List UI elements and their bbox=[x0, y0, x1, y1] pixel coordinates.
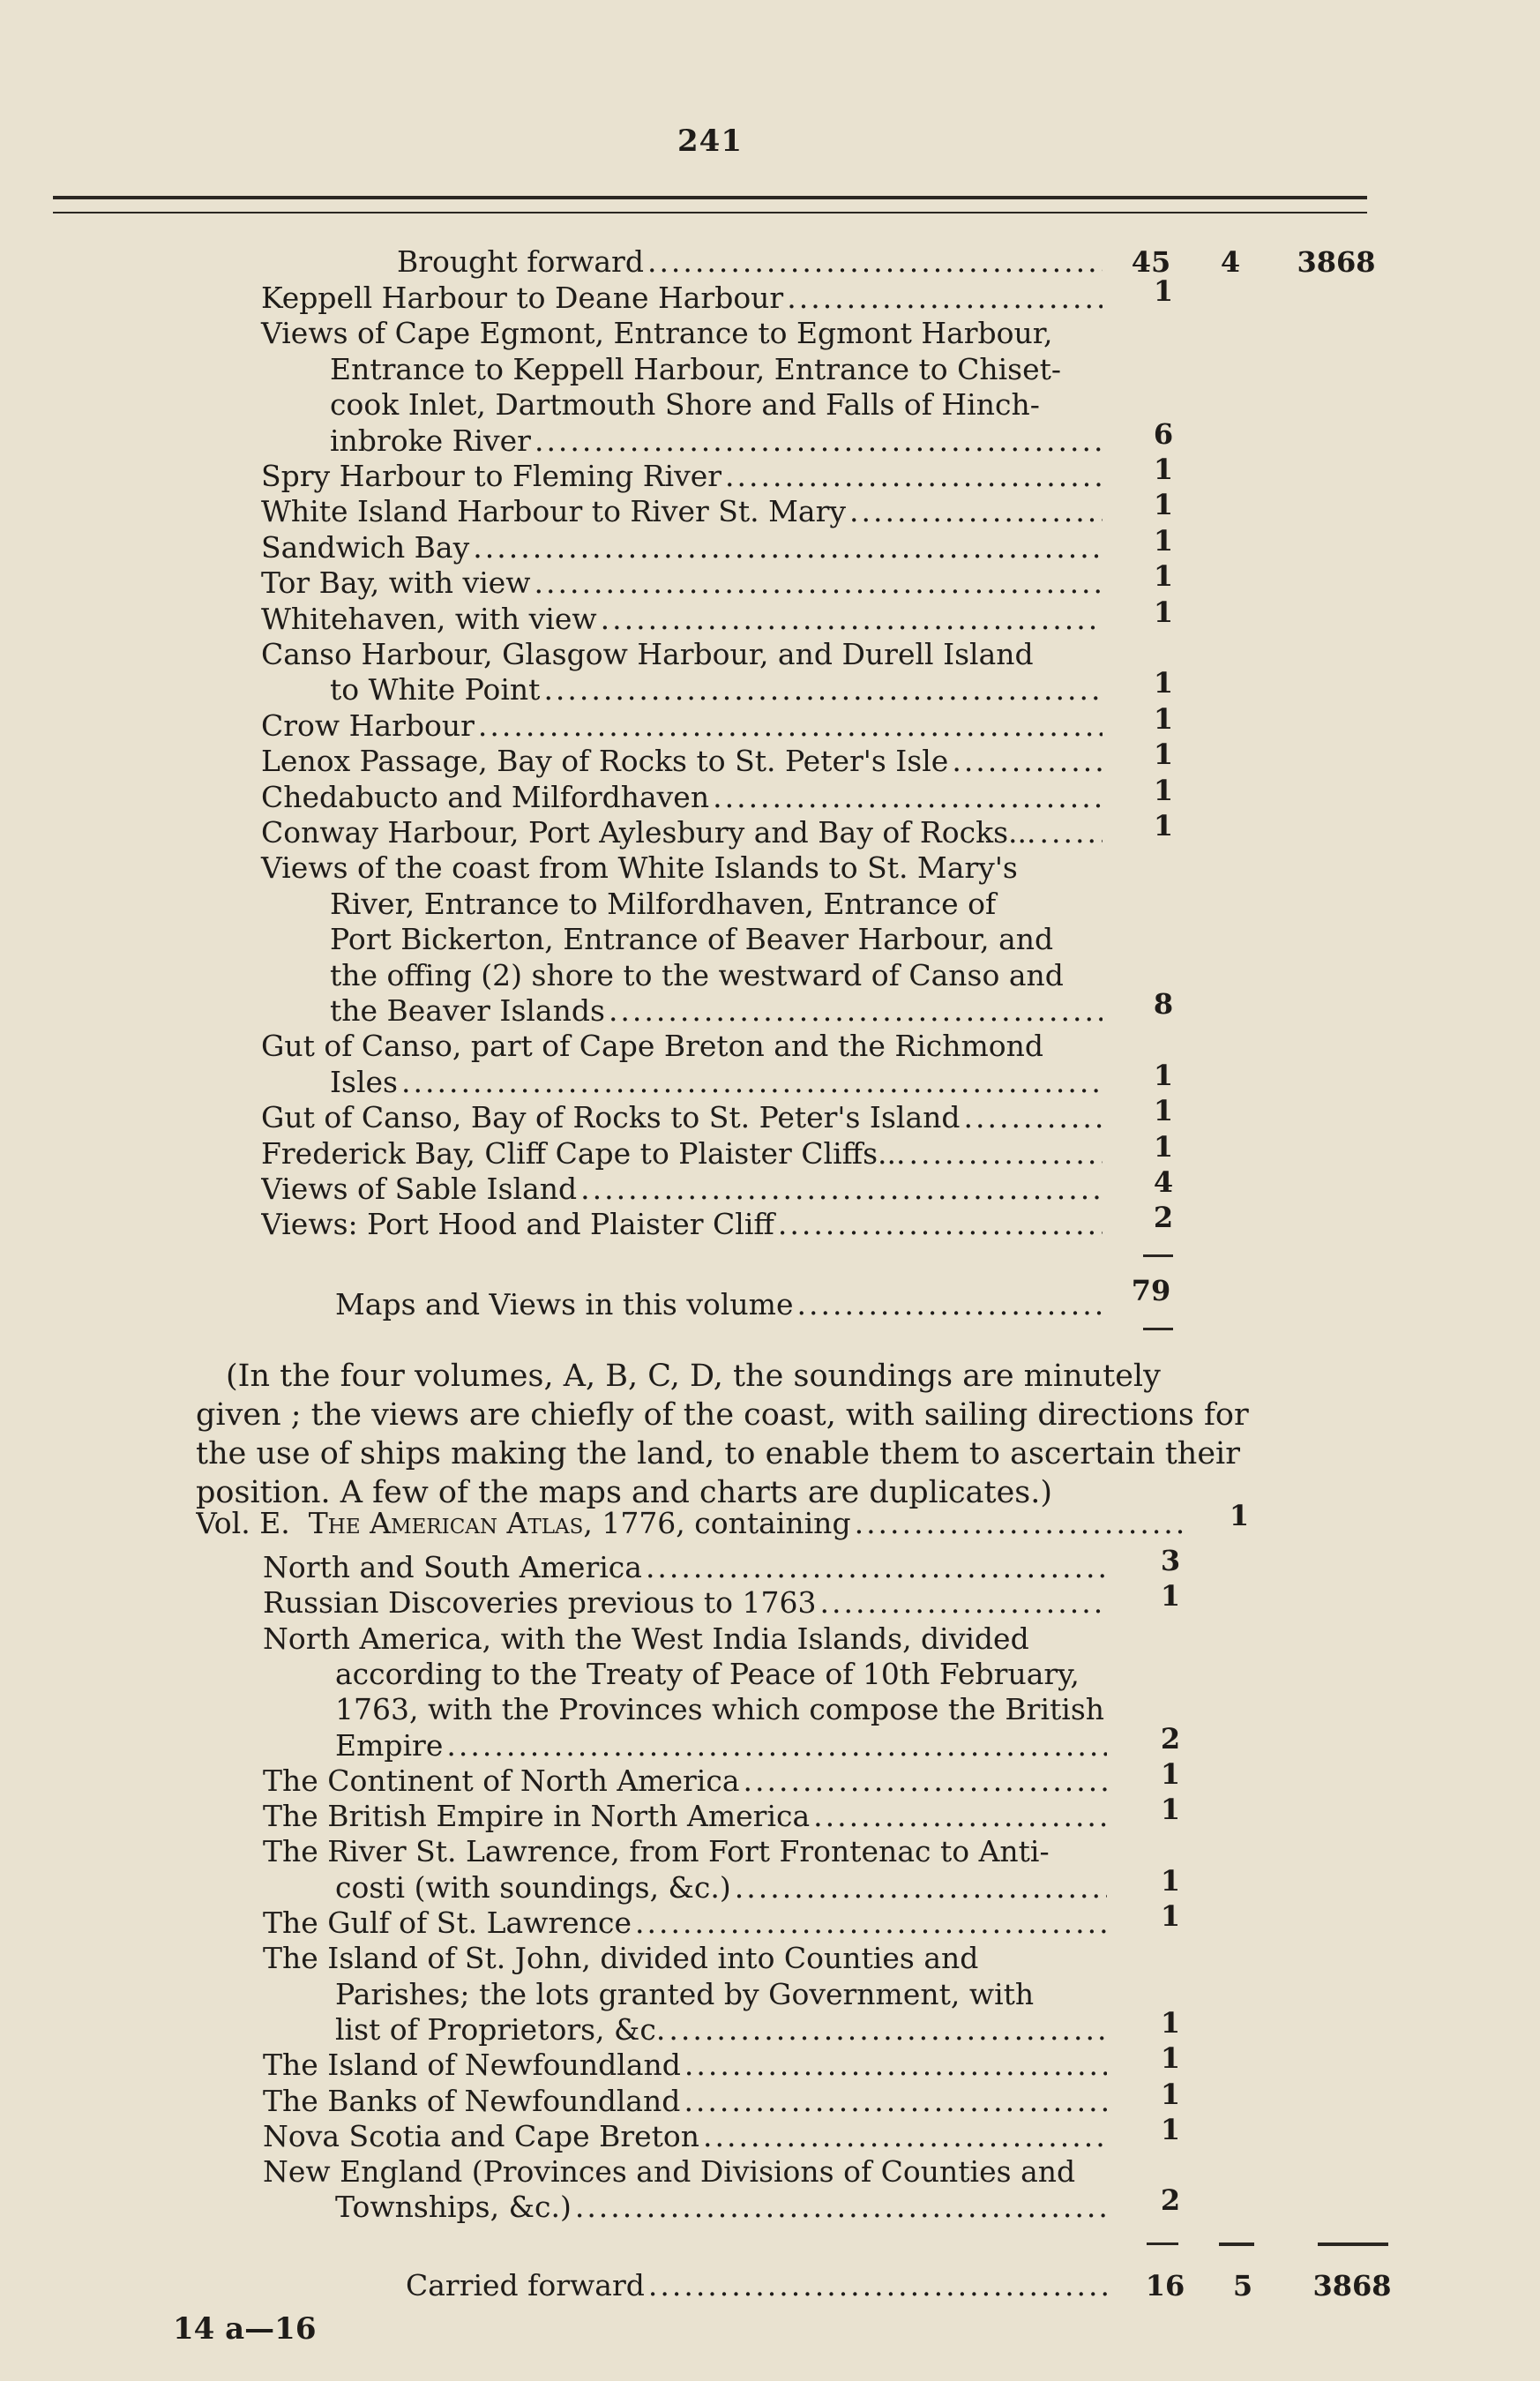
list-item-count: 1 bbox=[1160, 2077, 1181, 2111]
page-number: 241 bbox=[677, 124, 743, 159]
dot-leader bbox=[531, 423, 1103, 460]
dot-leader bbox=[680, 2083, 1107, 2120]
dot-leader bbox=[709, 779, 1103, 816]
dot-leader bbox=[774, 1206, 1103, 1243]
list-item-line bbox=[335, 1727, 1107, 1764]
dot-leader bbox=[699, 2118, 1107, 2155]
list-item-line: the offing (2) shore to the westward of Canso and bbox=[330, 957, 1064, 992]
dot-leader bbox=[681, 2047, 1107, 2084]
list-item-line bbox=[261, 493, 1103, 530]
list-item-count: 1 bbox=[1160, 1756, 1181, 1791]
list-item-count: 1 bbox=[1153, 523, 1174, 558]
list-item-line: The River St. Lawrence, from Fort Frontenac to Anti- bbox=[263, 1834, 1050, 1869]
list-item-line bbox=[263, 2047, 1107, 2084]
dot-leader bbox=[905, 1135, 1103, 1172]
header-rule bbox=[53, 196, 1367, 213]
dot-leader bbox=[846, 493, 1103, 530]
list-item-line bbox=[330, 1064, 1103, 1101]
carried-forward-label: Carried forward bbox=[406, 2268, 645, 2302]
footer-signature: 14 a—16 bbox=[173, 2311, 317, 2347]
list-item-line bbox=[335, 1869, 1107, 1906]
list-item-count: 1 bbox=[1153, 1058, 1174, 1092]
dot-leader bbox=[948, 743, 1103, 780]
list-item-line: Canso Harbour, Glasgow Harbour, and Durell Island bbox=[261, 637, 1034, 671]
list-item-count: 1 bbox=[1160, 1579, 1181, 1614]
list-item-line bbox=[261, 1099, 1103, 1136]
list-item-line bbox=[261, 529, 1103, 566]
dot-leader bbox=[540, 671, 1103, 708]
list-item-text: Views of Sable Island bbox=[261, 1172, 578, 1206]
list-item-line bbox=[263, 1905, 1107, 1942]
list-item-count: 3 bbox=[1160, 1544, 1181, 1577]
list-item-line: Views of the coast from White Islands to St. Mary's bbox=[261, 850, 1018, 886]
list-item-text: Sandwich Bay bbox=[261, 529, 470, 565]
note-line-4: position. A few of the maps and charts are duplicates.) bbox=[196, 1475, 1053, 1510]
list-item-count: 1 bbox=[1153, 488, 1174, 522]
vol-e-count: 1 bbox=[1229, 1499, 1250, 1532]
dot-leader bbox=[783, 280, 1103, 317]
subtotal-row bbox=[335, 1286, 1103, 1323]
list-item-line bbox=[330, 671, 1103, 708]
vol-e-suffix: , 1776, containing bbox=[583, 1506, 851, 1540]
list-item-text: Isles bbox=[330, 1064, 398, 1099]
list-item-count: 6 bbox=[1153, 416, 1174, 451]
list-item-line bbox=[263, 1763, 1107, 1800]
list-item-count: 1 bbox=[1153, 453, 1174, 486]
brought-forward-vols: 4 bbox=[1220, 245, 1241, 279]
list-item-text: list of Proprietors, &c. bbox=[335, 2011, 666, 2047]
dot-leader bbox=[605, 992, 1103, 1030]
dot-leader bbox=[1036, 814, 1103, 851]
list-item-count: 1 bbox=[1160, 2112, 1181, 2146]
dot-leader bbox=[469, 529, 1103, 566]
list-item-line: Parishes; the lots granted by Government, with bbox=[335, 1976, 1035, 2011]
list-item-line: New England (Provinces and Divisions of Counties and bbox=[263, 2154, 1076, 2190]
list-item-line: Views of Cape Egmont, Entrance to Egmont Harbour, bbox=[261, 316, 1053, 351]
list-item-text: Spry Harbour to Fleming River bbox=[261, 459, 722, 493]
list-item-count: 8 bbox=[1153, 987, 1174, 1021]
list-item-line bbox=[261, 601, 1103, 638]
dot-leader bbox=[810, 1798, 1107, 1835]
list-item-line: 1763, with the Provinces which compose the British bbox=[335, 1692, 1105, 1727]
dot-leader bbox=[443, 1727, 1107, 1764]
list-item-line bbox=[261, 779, 1103, 816]
carried-forward-vols: 5 bbox=[1232, 2269, 1253, 2302]
subtotal-value: 79 bbox=[1131, 1274, 1171, 1307]
list-item-line bbox=[335, 2189, 1107, 2226]
dot-leader bbox=[531, 565, 1103, 602]
list-item-count: 1 bbox=[1153, 701, 1174, 736]
list-item-text: the Beaver Islands bbox=[330, 993, 605, 1028]
list-item-text: Nova Scotia and Cape Breton bbox=[263, 2118, 700, 2153]
list-item-count: 1 bbox=[1153, 559, 1174, 594]
list-item-line bbox=[261, 743, 1103, 780]
list-item-count: 1 bbox=[1153, 274, 1174, 308]
list-item-line: North America, with the West India Islands, divided bbox=[263, 1621, 1029, 1656]
list-item-count: 2 bbox=[1160, 2183, 1181, 2218]
list-item-text: White Island Harbour to River St. Mary bbox=[261, 494, 846, 529]
list-item-text: The Banks of Newfoundland bbox=[263, 2083, 681, 2118]
list-item-text: The British Empire in North America bbox=[263, 1799, 811, 1834]
dot-leader bbox=[816, 1584, 1107, 1621]
list-item-line: according to the Treaty of Peace of 10th February, bbox=[335, 1656, 1080, 1691]
vol-e-heading bbox=[196, 1505, 1184, 1542]
dot-leader bbox=[577, 1171, 1103, 1208]
brought-forward-pages: 3868 bbox=[1297, 245, 1376, 279]
list-item-line: cook Inlet, Dartmouth Shore and Falls of Hinch- bbox=[330, 387, 1040, 423]
list-item-text: Lenox Passage, Bay of Rocks to St. Peter's Isle bbox=[261, 744, 949, 779]
dot-leader bbox=[731, 1869, 1107, 1906]
list-item-line bbox=[330, 423, 1103, 460]
subtotal-rule bbox=[1143, 1254, 1173, 1257]
list-item-line bbox=[261, 814, 1103, 851]
list-item-text: The Continent of North America bbox=[263, 1763, 740, 1798]
list-item-text: Keppell Harbour to Deane Harbour bbox=[261, 281, 784, 315]
dot-leader bbox=[475, 708, 1103, 745]
list-item-text: Russian Discoveries previous to 1763 bbox=[263, 1585, 817, 1621]
list-item-line bbox=[330, 992, 1103, 1030]
list-item-count: 2 bbox=[1160, 1721, 1181, 1756]
brought-forward-maps: 45 bbox=[1131, 245, 1171, 279]
list-item-line bbox=[261, 280, 1103, 317]
list-item-line bbox=[263, 2083, 1107, 2120]
brought-forward-row bbox=[397, 243, 1103, 281]
dot-leader bbox=[721, 458, 1103, 495]
list-item-text: Townships, &c.) bbox=[335, 2190, 572, 2225]
list-item-line bbox=[261, 1206, 1103, 1243]
list-item-count: 1 bbox=[1160, 2005, 1181, 2040]
list-item-count: 1 bbox=[1153, 666, 1174, 700]
subtotal-underline bbox=[1143, 1328, 1173, 1330]
list-item-line: Port Bickerton, Entrance of Beaver Harbour, and bbox=[330, 922, 1054, 957]
dot-leader bbox=[642, 1549, 1107, 1586]
carried-forward-row bbox=[406, 2267, 1107, 2304]
list-item-text: Tor Bay, with view bbox=[261, 565, 531, 601]
note-line-1: (In the four volumes, A, B, C, D, the soundings are minutely bbox=[226, 1359, 1161, 1394]
dot-leader bbox=[665, 2011, 1107, 2048]
list-item-count: 2 bbox=[1153, 1201, 1174, 1235]
list-item-count: 1 bbox=[1153, 809, 1174, 842]
list-item-text: costi (with soundings, &c.) bbox=[335, 1869, 731, 1905]
list-item-text: Views: Port Hood and Plaister Cliff bbox=[261, 1207, 774, 1242]
list-item-text: Gut of Canso, Bay of Rocks to St. Peter's Island bbox=[261, 1100, 961, 1135]
brought-forward-label: Brought forward bbox=[397, 244, 644, 279]
list-item-line bbox=[261, 1171, 1103, 1208]
vol-e-prefix: Vol. E. bbox=[196, 1506, 290, 1540]
subtotal-label: Maps and Views in this volume bbox=[335, 1287, 794, 1322]
carried-forward-pages: 3868 bbox=[1312, 2269, 1392, 2302]
carried-rule-3 bbox=[1318, 2242, 1388, 2246]
list-item-count: 4 bbox=[1153, 1165, 1174, 1199]
list-item-line bbox=[263, 1584, 1107, 1621]
list-item-text: Empire bbox=[335, 1727, 444, 1763]
list-item-line: The Island of St. John, divided into Counties and bbox=[263, 1941, 979, 1976]
list-item-line bbox=[263, 1549, 1107, 1586]
dot-leader bbox=[632, 1905, 1107, 1942]
list-item-text: Conway Harbour, Port Aylesbury and Bay of Rocks... bbox=[261, 815, 1036, 850]
carried-rule-1 bbox=[1147, 2242, 1178, 2245]
dot-leader bbox=[398, 1064, 1103, 1101]
dot-leader bbox=[597, 601, 1103, 638]
carried-rule-2 bbox=[1219, 2242, 1254, 2246]
list-item-text: to White Point bbox=[330, 672, 541, 708]
list-item-text: Frederick Bay, Cliff Cape to Plaister Cliffs... bbox=[261, 1135, 906, 1171]
list-item-text: North and South America bbox=[263, 1550, 642, 1584]
list-item-line: River, Entrance to Milfordhaven, Entrance of bbox=[330, 886, 997, 921]
dot-leader bbox=[740, 1763, 1108, 1800]
list-item-line bbox=[261, 708, 1103, 745]
list-item-line: Entrance to Keppell Harbour, Entrance to Chiset- bbox=[330, 351, 1062, 386]
list-item-line bbox=[263, 1798, 1107, 1835]
list-item-count: 1 bbox=[1153, 773, 1174, 807]
list-item-line bbox=[263, 2118, 1107, 2155]
list-item-count: 1 bbox=[1153, 595, 1174, 629]
vol-e-title: The American Atlas bbox=[308, 1506, 584, 1540]
list-item-count: 1 bbox=[1160, 1863, 1181, 1898]
list-item-line bbox=[261, 458, 1103, 495]
list-item-line: Gut of Canso, part of Cape Breton and the Richmond bbox=[261, 1029, 1044, 1064]
list-item-count: 1 bbox=[1160, 2041, 1181, 2076]
list-item-count: 1 bbox=[1160, 1793, 1181, 1827]
list-item-count: 1 bbox=[1160, 1899, 1181, 1933]
list-item-text: The Island of Newfoundland bbox=[263, 2048, 681, 2083]
list-item-text: Crow Harbour bbox=[261, 708, 475, 743]
list-item-text: Chedabucto and Milfordhaven bbox=[261, 779, 710, 814]
dot-leader bbox=[572, 2189, 1107, 2226]
list-item-text: Whitehaven, with view bbox=[261, 601, 597, 636]
list-item-count: 1 bbox=[1153, 738, 1174, 772]
carried-forward-maps: 16 bbox=[1145, 2269, 1185, 2302]
list-item-line bbox=[261, 1135, 1103, 1172]
list-item-count: 1 bbox=[1153, 1094, 1174, 1128]
note-line-3: the use of ships making the land, to enable them to ascertain their bbox=[196, 1436, 1240, 1471]
list-item-line bbox=[335, 2011, 1107, 2048]
note-line-2: given ; the views are chiefly of the coast, with sailing directions for bbox=[196, 1397, 1249, 1433]
list-item-text: inbroke River bbox=[330, 423, 531, 458]
list-item-count: 1 bbox=[1153, 1129, 1174, 1164]
list-item-text: The Gulf of St. Lawrence bbox=[263, 1906, 632, 1940]
list-item-line bbox=[261, 565, 1103, 602]
dot-leader bbox=[961, 1099, 1103, 1136]
